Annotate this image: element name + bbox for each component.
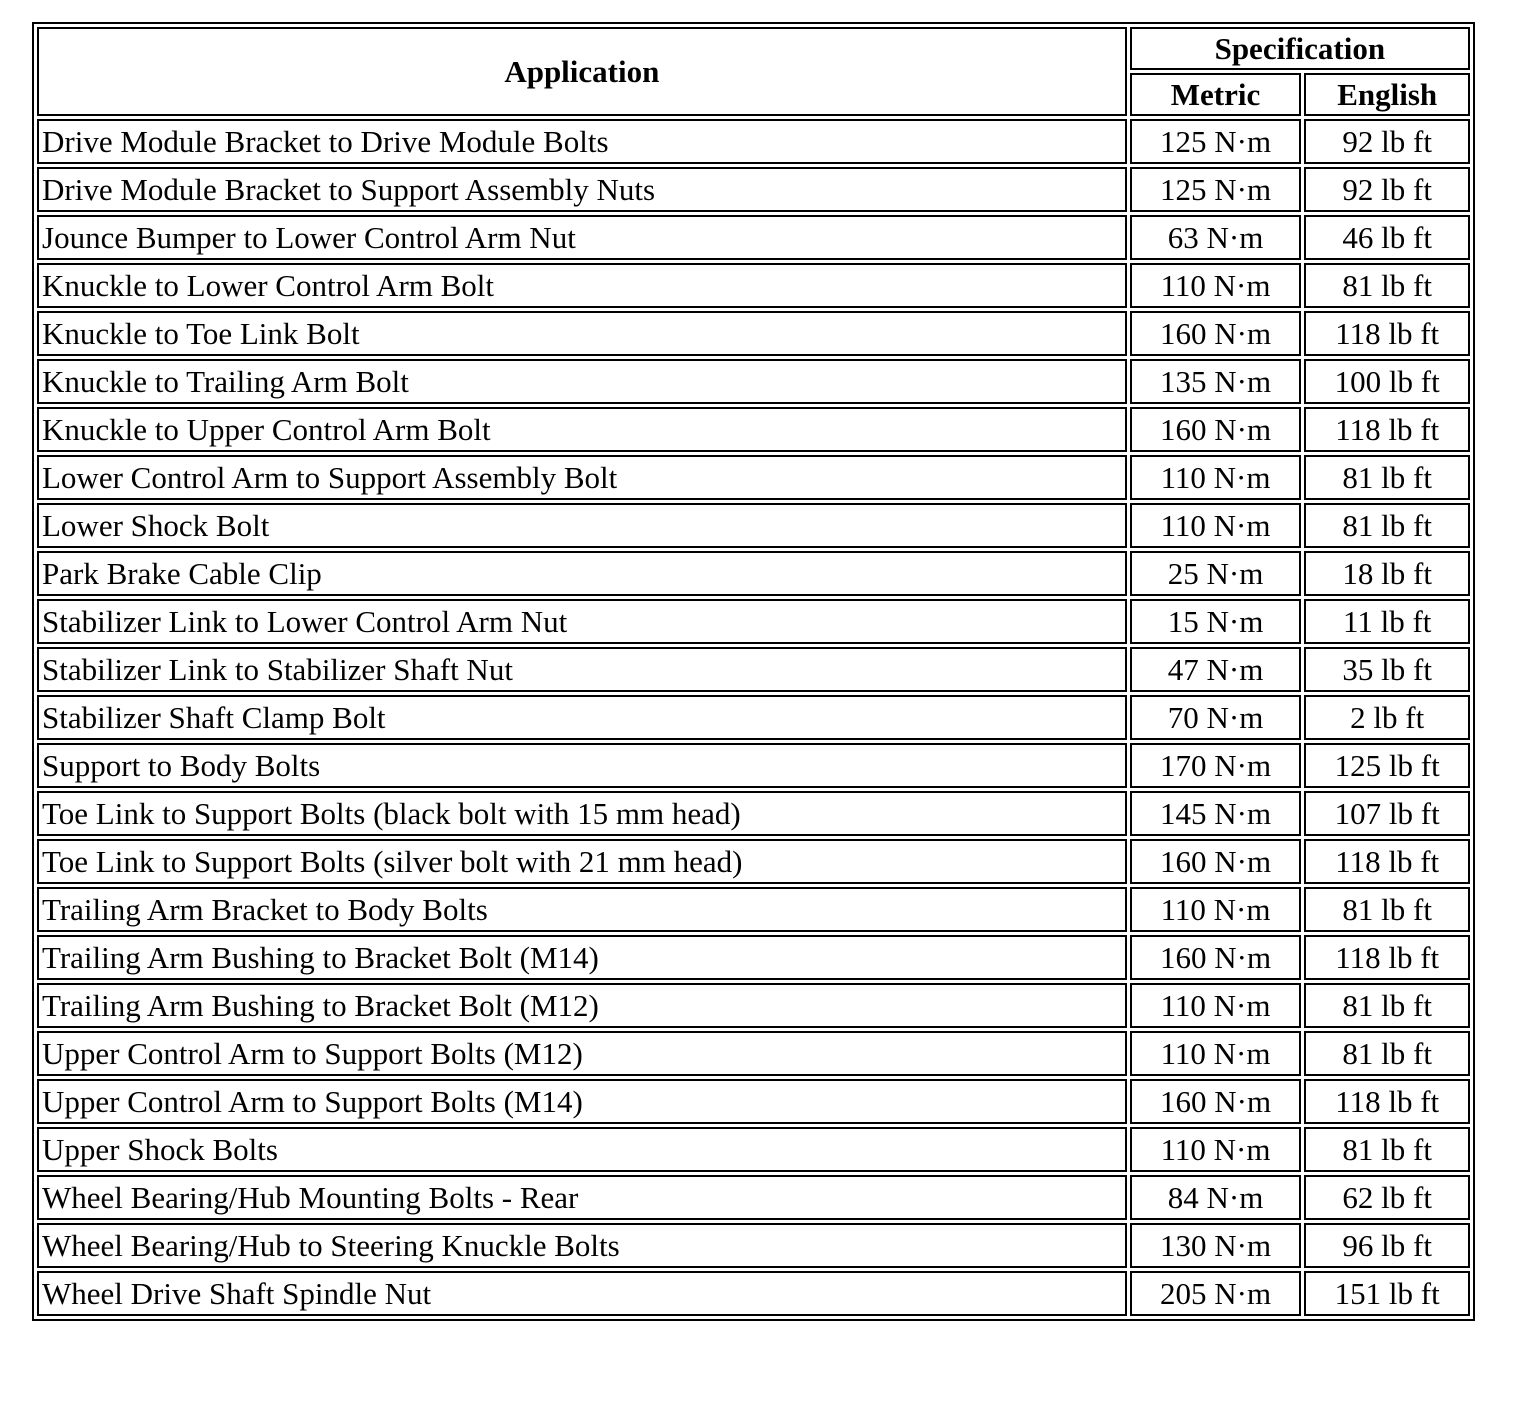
- english-value-cell: 118 lb ft: [1304, 839, 1470, 884]
- english-value-cell: 92 lb ft: [1304, 167, 1470, 212]
- english-value-cell: 92 lb ft: [1304, 119, 1470, 164]
- english-value-cell: 18 lb ft: [1304, 551, 1470, 596]
- table-row: [37, 1079, 1470, 1124]
- table-row: [37, 551, 1470, 596]
- table-row: [37, 1031, 1470, 1076]
- english-value-cell: 118 lb ft: [1304, 407, 1470, 452]
- specification-header: Specification: [1130, 27, 1470, 70]
- metric-value-cell: 70 N·m: [1130, 695, 1302, 740]
- table-row: [37, 839, 1470, 884]
- table-row: [37, 743, 1470, 788]
- application-cell: Toe Link to Support Bolts (silver bolt with 21 mm head): [37, 839, 1127, 884]
- table-row: [37, 983, 1470, 1028]
- application-cell: Knuckle to Toe Link Bolt: [37, 311, 1127, 356]
- metric-value-cell: 25 N·m: [1130, 551, 1302, 596]
- metric-value-cell: 160 N·m: [1130, 407, 1302, 452]
- table-row: [37, 455, 1470, 500]
- table-row: [37, 647, 1470, 692]
- metric-value-cell: 160 N·m: [1130, 1079, 1302, 1124]
- table-row: [37, 1127, 1470, 1172]
- metric-value-cell: 160 N·m: [1130, 839, 1302, 884]
- metric-value-cell: 125 N·m: [1130, 167, 1302, 212]
- english-value-cell: 81 lb ft: [1304, 887, 1470, 932]
- metric-value-cell: 125 N·m: [1130, 119, 1302, 164]
- table-row: [37, 503, 1470, 548]
- application-cell: Park Brake Cable Clip: [37, 551, 1127, 596]
- application-cell: Toe Link to Support Bolts (black bolt with 15 mm head): [37, 791, 1127, 836]
- metric-value-cell: 145 N·m: [1130, 791, 1302, 836]
- header-row-top: [37, 27, 1470, 70]
- table-row: [37, 359, 1470, 404]
- table-row: [37, 167, 1470, 212]
- table-row: [37, 407, 1470, 452]
- application-cell: Jounce Bumper to Lower Control Arm Nut: [37, 215, 1127, 260]
- torque-specification-table: [32, 22, 1475, 1321]
- application-cell: Stabilizer Shaft Clamp Bolt: [37, 695, 1127, 740]
- application-cell: Wheel Bearing/Hub to Steering Knuckle Bolts: [37, 1223, 1127, 1268]
- english-value-cell: 2 lb ft: [1304, 695, 1470, 740]
- application-cell: Upper Control Arm to Support Bolts (M12): [37, 1031, 1127, 1076]
- english-value-cell: 100 lb ft: [1304, 359, 1470, 404]
- application-cell: Knuckle to Lower Control Arm Bolt: [37, 263, 1127, 308]
- table-row: [37, 263, 1470, 308]
- metric-value-cell: 130 N·m: [1130, 1223, 1302, 1268]
- application-cell: Wheel Drive Shaft Spindle Nut: [37, 1271, 1127, 1316]
- english-value-cell: 11 lb ft: [1304, 599, 1470, 644]
- application-cell: Drive Module Bracket to Support Assembly Nuts: [37, 167, 1127, 212]
- application-cell: Upper Shock Bolts: [37, 1127, 1127, 1172]
- english-value-cell: 107 lb ft: [1304, 791, 1470, 836]
- metric-value-cell: 84 N·m: [1130, 1175, 1302, 1220]
- metric-value-cell: 110 N·m: [1130, 455, 1302, 500]
- english-value-cell: 81 lb ft: [1304, 263, 1470, 308]
- table-row: [37, 119, 1470, 164]
- english-value-cell: 81 lb ft: [1304, 455, 1470, 500]
- english-value-cell: 118 lb ft: [1304, 311, 1470, 356]
- english-value-cell: 46 lb ft: [1304, 215, 1470, 260]
- english-value-cell: 81 lb ft: [1304, 503, 1470, 548]
- metric-value-cell: 170 N·m: [1130, 743, 1302, 788]
- application-cell: Trailing Arm Bushing to Bracket Bolt (M14): [37, 935, 1127, 980]
- metric-value-cell: 135 N·m: [1130, 359, 1302, 404]
- application-cell: Drive Module Bracket to Drive Module Bolts: [37, 119, 1127, 164]
- metric-value-cell: 160 N·m: [1130, 935, 1302, 980]
- english-value-cell: 62 lb ft: [1304, 1175, 1470, 1220]
- metric-value-cell: 205 N·m: [1130, 1271, 1302, 1316]
- english-value-cell: 96 lb ft: [1304, 1223, 1470, 1268]
- english-header: English: [1304, 73, 1470, 116]
- application-cell: Lower Shock Bolt: [37, 503, 1127, 548]
- metric-value-cell: 110 N·m: [1130, 503, 1302, 548]
- english-value-cell: 81 lb ft: [1304, 1127, 1470, 1172]
- metric-value-cell: 110 N·m: [1130, 1127, 1302, 1172]
- table-row: [37, 695, 1470, 740]
- english-value-cell: 81 lb ft: [1304, 983, 1470, 1028]
- english-value-cell: 81 lb ft: [1304, 1031, 1470, 1076]
- table-row: [37, 791, 1470, 836]
- application-cell: Trailing Arm Bracket to Body Bolts: [37, 887, 1127, 932]
- metric-value-cell: 47 N·m: [1130, 647, 1302, 692]
- table-row: [37, 1175, 1470, 1220]
- table-row: [37, 1271, 1470, 1316]
- english-value-cell: 118 lb ft: [1304, 935, 1470, 980]
- table-row: [37, 887, 1470, 932]
- application-cell: Trailing Arm Bushing to Bracket Bolt (M12): [37, 983, 1127, 1028]
- application-cell: Stabilizer Link to Lower Control Arm Nut: [37, 599, 1127, 644]
- application-header: Application: [37, 27, 1127, 116]
- metric-value-cell: 160 N·m: [1130, 311, 1302, 356]
- metric-value-cell: 110 N·m: [1130, 887, 1302, 932]
- application-cell: Wheel Bearing/Hub Mounting Bolts - Rear: [37, 1175, 1127, 1220]
- application-cell: Knuckle to Trailing Arm Bolt: [37, 359, 1127, 404]
- application-cell: Upper Control Arm to Support Bolts (M14): [37, 1079, 1127, 1124]
- application-cell: Lower Control Arm to Support Assembly Bolt: [37, 455, 1127, 500]
- metric-value-cell: 63 N·m: [1130, 215, 1302, 260]
- table-body: [37, 119, 1470, 1316]
- english-value-cell: 35 lb ft: [1304, 647, 1470, 692]
- table-header: [37, 27, 1470, 116]
- metric-value-cell: 110 N·m: [1130, 263, 1302, 308]
- metric-value-cell: 110 N·m: [1130, 983, 1302, 1028]
- application-cell: Stabilizer Link to Stabilizer Shaft Nut: [37, 647, 1127, 692]
- table-row: [37, 311, 1470, 356]
- metric-header: Metric: [1130, 73, 1302, 116]
- table-row: [37, 215, 1470, 260]
- table-row: [37, 1223, 1470, 1268]
- metric-value-cell: 15 N·m: [1130, 599, 1302, 644]
- table-row: [37, 599, 1470, 644]
- application-cell: Knuckle to Upper Control Arm Bolt: [37, 407, 1127, 452]
- english-value-cell: 125 lb ft: [1304, 743, 1470, 788]
- table-row: [37, 935, 1470, 980]
- metric-value-cell: 110 N·m: [1130, 1031, 1302, 1076]
- english-value-cell: 118 lb ft: [1304, 1079, 1470, 1124]
- english-value-cell: 151 lb ft: [1304, 1271, 1470, 1316]
- application-cell: Support to Body Bolts: [37, 743, 1127, 788]
